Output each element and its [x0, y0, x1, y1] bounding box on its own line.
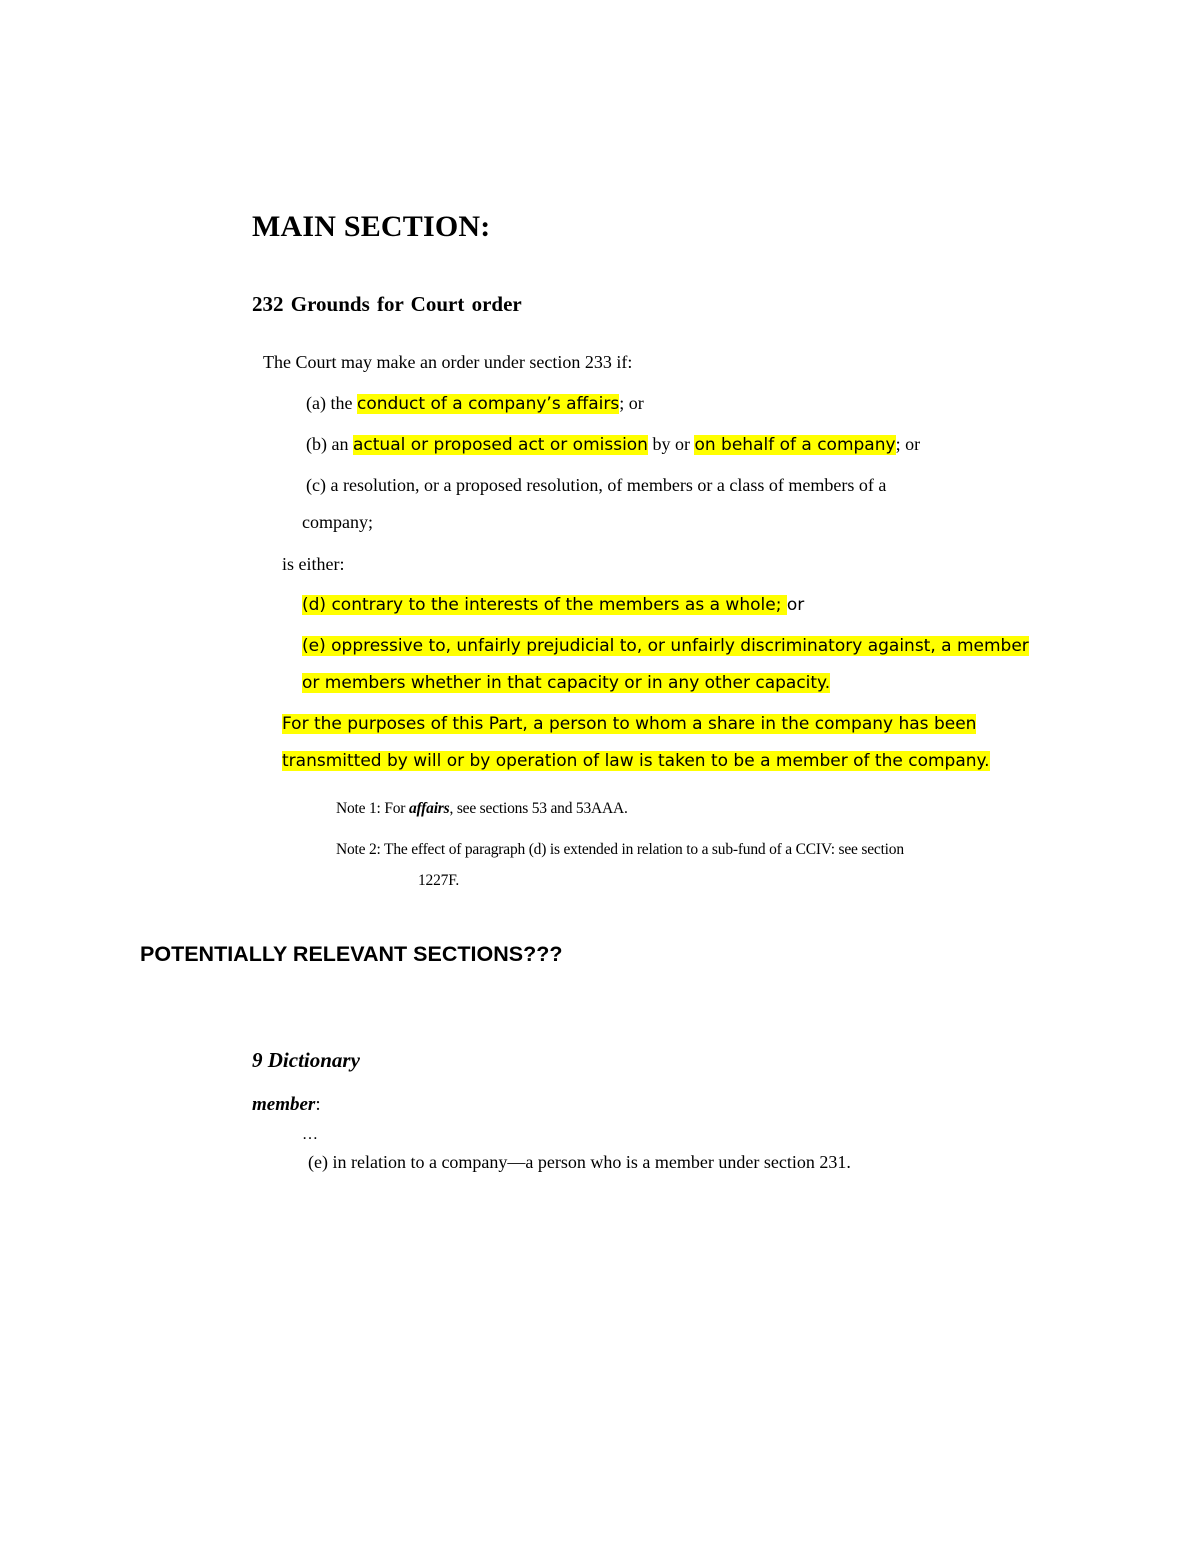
note-2-line-2: 1227F.: [418, 872, 460, 889]
section-9-heading: 9 Dictionary: [252, 1048, 360, 1072]
paragraph-d-highlight: (d) contrary to the interests of the members as a whole;: [302, 595, 787, 615]
purposes-line-2: [282, 751, 990, 771]
member-paragraph-e: (e) in relation to a company—a person who is a member under section 231.: [308, 1152, 851, 1172]
paragraph-e-line-1-text: (e) oppressive to, unfairly prejudicial to, or unfairly discriminatory against, a member: [302, 636, 1029, 656]
section-232-intro: The Court may make an order under section 233 if:: [263, 352, 633, 372]
paragraph-b-prefix: (b) an: [306, 434, 353, 454]
ellipsis: …: [302, 1126, 318, 1143]
note-1: [336, 800, 628, 818]
purposes-line-2-text: transmitted by will or by operation of law is taken to be a member of the company.: [282, 751, 990, 771]
paragraph-e-line-2: [302, 673, 830, 693]
member-term-text: member: [252, 1094, 316, 1115]
note-1-prefix: Note 1: For: [336, 800, 409, 817]
paragraph-d: [302, 595, 804, 615]
paragraph-a-highlight: conduct of a company’s affairs: [356, 394, 620, 414]
paragraph-b-highlight-1: actual or proposed act or omission: [352, 435, 648, 455]
paragraph-e-line-2-text: or members whether in that capacity or in any other capacity.: [302, 673, 831, 693]
purposes-line-1-text: For the purposes of this Part, a person to whom a share in the company has been: [282, 714, 977, 734]
paragraph-a: [306, 393, 644, 414]
main-section-heading: MAIN SECTION:: [252, 210, 491, 243]
paragraph-b-suffix: ; or: [895, 434, 921, 454]
note-2-line-1: Note 2: The effect of paragraph (d) is extended in relation to a sub-fund of a CCIV: see section: [336, 841, 904, 858]
paragraph-b-middle: by or: [647, 434, 695, 454]
paragraph-e-line-1: [302, 636, 1029, 656]
member-term-colon: :: [315, 1094, 321, 1115]
paragraph-a-suffix: ; or: [619, 393, 644, 413]
paragraph-c-line-2: company;: [302, 512, 373, 532]
section-232-heading: 232 Grounds for Court order: [252, 292, 522, 316]
paragraph-c-line-1: (c) a resolution, or a proposed resolution, of members or a class of members of a: [306, 475, 887, 495]
purposes-line-1: [282, 714, 976, 734]
paragraph-b: [306, 434, 920, 455]
potentially-relevant-heading: POTENTIALLY RELEVANT SECTIONS???: [140, 942, 563, 966]
paragraph-d-suffix: or: [786, 595, 805, 615]
paragraph-b-highlight-2: on behalf of a company: [694, 435, 896, 455]
member-definition-term: [252, 1094, 321, 1116]
paragraph-a-prefix: (a) the: [306, 393, 357, 413]
is-either-text: is either:: [282, 554, 345, 574]
note-1-term: affairs: [408, 800, 450, 817]
note-1-suffix: , see sections 53 and 53AAA.: [449, 800, 628, 817]
